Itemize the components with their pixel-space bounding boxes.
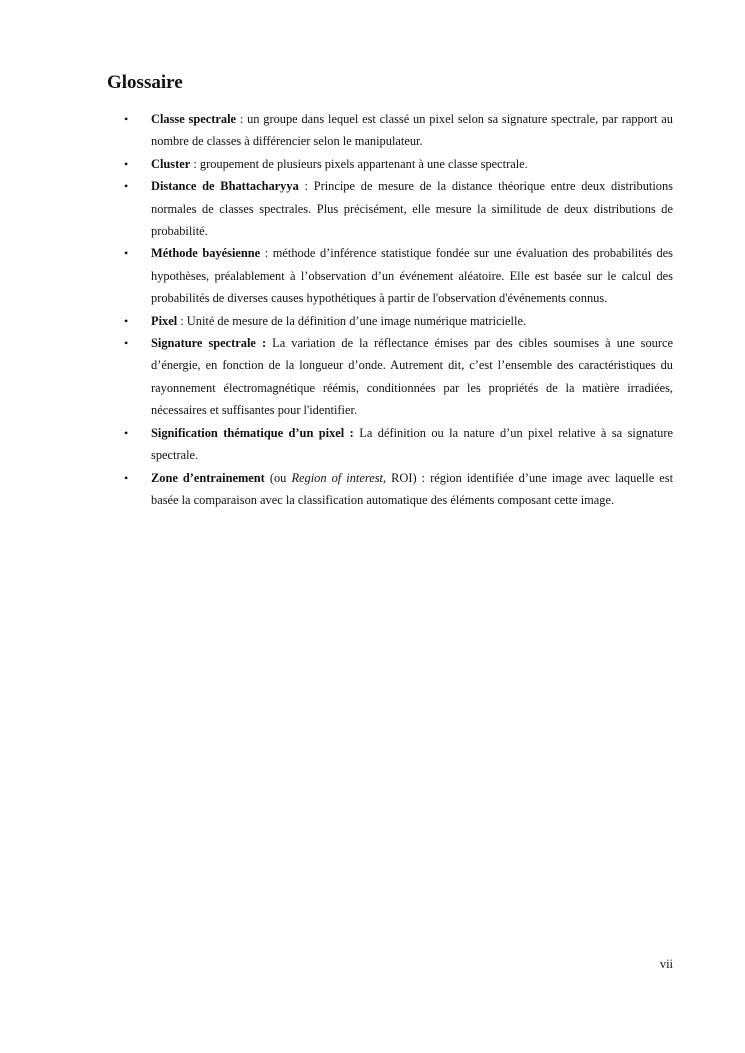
glossary-term: Signature spectrale : (151, 336, 267, 351)
glossary-term: Zone d’entrainement (151, 470, 265, 485)
glossary-item (107, 242, 673, 309)
glossary-item (107, 467, 673, 512)
glossary-item (107, 310, 673, 332)
bullet-icon: • (124, 425, 129, 440)
bullet-icon: • (124, 246, 129, 261)
glossary-definition: , ROI) : région identifiée d’une image avec laquelle est basée la comparaison avec la classification automatique des éléments composant cette image. (151, 470, 674, 507)
glossary-item (107, 422, 673, 467)
glossary-definition: : un groupe dans lequel est classé un pixel selon sa signature spectrale, par rapport au nombre de classes à différencier selon le manipulateur. (151, 112, 673, 149)
glossary-item (107, 332, 673, 422)
glossary-list (107, 108, 673, 511)
glossary-item (107, 175, 673, 242)
page-number: vii (659, 957, 673, 971)
glossary-definition: La variation de la réflectance émises par des cibles soumises à une source d’énergie, en fonction de la longueur d’onde. Autrement dit, c’est l’ensemble des caractéristiques du rayonnement électromagnétique réémis, conditionnées par les propriétés de la matière irradiées, nécessaires et suffisantes pour l'identifier. (151, 336, 673, 418)
bullet-icon: • (124, 336, 129, 351)
page-title: Glossaire (107, 72, 183, 93)
bullet-icon: • (124, 470, 129, 485)
glossary-term: Pixel (151, 313, 178, 328)
glossary-definition: : Principe de mesure de la distance théorique entre deux distributions normales de classes spectrales. Plus précisément, elle mesure la similitude de deux distributions de probabilité. (151, 179, 673, 239)
bullet-icon: • (124, 179, 129, 194)
glossary-term: Signification thématique d’un pixel : (151, 425, 354, 440)
glossary-item (107, 153, 673, 175)
glossary-term: Classe spectrale (151, 112, 237, 126)
bullet-icon: • (124, 112, 129, 126)
glossary-definition: : groupement de plusieurs pixels appartenant à une classe spectrale. (190, 156, 528, 171)
bullet-icon: • (124, 156, 129, 171)
glossary-definition-part: (ou (264, 470, 292, 485)
glossary-term: Méthode bayésienne (151, 246, 261, 261)
glossary-item (107, 108, 673, 153)
glossary-term: Cluster (151, 156, 191, 171)
glossary-italic-term: Region of interest (291, 470, 383, 485)
glossary-definition: : méthode d’inférence statistique fondée sur une évaluation des probabilités des hypothèses, préalablement à l’observation d’un événement aléatoire. Elle est basée sur le calcul des probabilités de diverses causes hypothétiques à partir de l'observation d'événements connus. (151, 246, 673, 306)
glossary-definition: : Unité de mesure de la définition d’une image numérique matricielle. (177, 313, 527, 328)
glossary-definition: La définition ou la nature d’un pixel relative à sa signature spectrale. (151, 425, 673, 463)
bullet-icon: • (124, 313, 129, 328)
glossary-term: Distance de Bhattacharyya (151, 179, 299, 194)
